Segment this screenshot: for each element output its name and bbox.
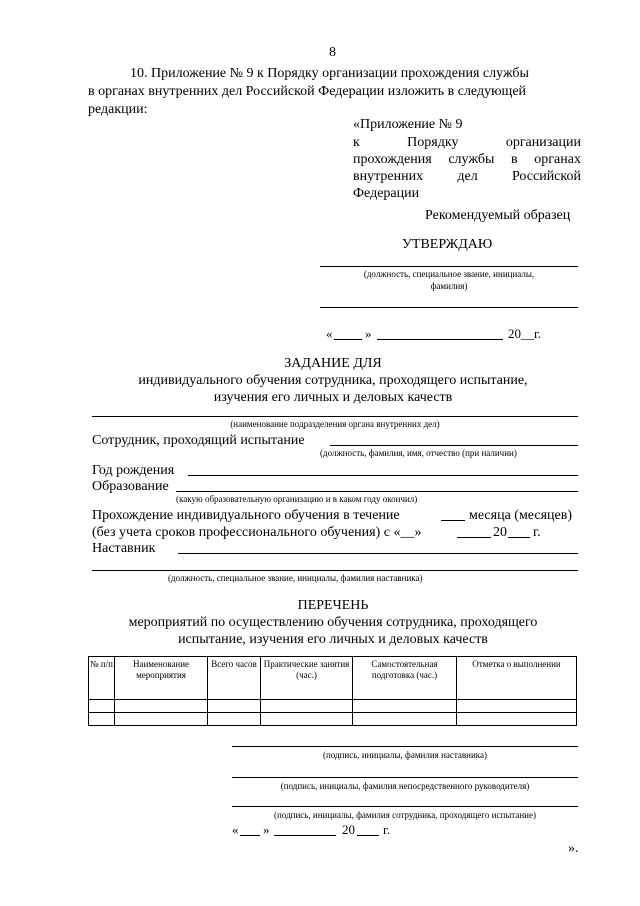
appendix-ref-word: органах <box>534 152 581 167</box>
signature-date-year-line[interactable] <box>357 835 379 836</box>
mentor-line-2[interactable] <box>92 570 578 571</box>
table-cell[interactable] <box>208 713 261 726</box>
approve-date-day-line[interactable] <box>334 339 362 340</box>
approve-date-month-line[interactable] <box>377 339 503 340</box>
employee-label: Сотрудник, проходящий испытание <box>92 433 305 448</box>
table-header-cell: Всего часов <box>208 657 261 700</box>
signature-date-day-line[interactable] <box>240 835 260 836</box>
appendix-ref-word: в <box>511 152 518 167</box>
mentor-label: Наставник <box>92 541 156 556</box>
signature-mentor-line[interactable] <box>232 746 578 747</box>
approve-caption-2: фамилия) <box>430 281 468 291</box>
table-header-cell: № п/п <box>89 657 115 700</box>
training-date-year-line[interactable] <box>508 537 530 538</box>
employee-caption: (должность, фамилия, имя, отчество (при наличии) <box>320 448 517 458</box>
task-subtitle-1: индивидуального обучения сотрудника, проходящего испытание, <box>138 373 528 388</box>
birth-year-label: Год рождения <box>92 463 175 478</box>
approve-line-2 <box>320 307 578 308</box>
appendix-ref-word: Порядку <box>407 135 459 150</box>
table-cell[interactable] <box>353 713 457 726</box>
approve-date-close-quote: » <box>365 326 372 341</box>
signature-date-open-quote: « <box>232 822 239 837</box>
table-cell[interactable] <box>261 713 353 726</box>
table-cell[interactable] <box>115 700 208 713</box>
approve-caption-1: (должность, специальное звание, инициалы, <box>363 269 535 279</box>
signature-employee-caption: (подпись, инициалы, фамилия сотрудника, проходящего испытание) <box>274 810 536 820</box>
page-number: 8 <box>329 45 336 60</box>
signature-manager-line[interactable] <box>232 777 578 778</box>
table-cell[interactable] <box>457 713 577 726</box>
paragraph-line-1: 10. Приложение № 9 к Порядку организации прохождения службы <box>130 66 529 81</box>
table-cell[interactable] <box>261 700 353 713</box>
approve-date-year: 20__г. <box>508 326 542 341</box>
signature-mentor-caption: (подпись, инициалы, фамилия наставника) <box>322 750 488 760</box>
task-title: ЗАДАНИЕ ДЛЯ <box>284 356 382 371</box>
approve-title: УТВЕРЖДАЮ <box>402 237 493 252</box>
table-cell[interactable] <box>115 713 208 726</box>
table-cell[interactable] <box>208 700 261 713</box>
training-line-1-right: месяца (месяцев) <box>469 508 572 523</box>
signature-employee-line[interactable] <box>232 806 578 807</box>
unit-name-line[interactable] <box>92 416 578 417</box>
table-header-cell: Самостоятельная подготовка (час.) <box>353 657 457 700</box>
table-row <box>89 700 577 713</box>
recommended-sample-label: Рекомендуемый образец <box>425 208 571 223</box>
approve-line-1 <box>320 266 578 267</box>
signature-date-year: 20 <box>342 822 355 837</box>
task-subtitle-2: изучения его личных и деловых качеств <box>213 390 453 405</box>
education-label: Образование <box>92 479 169 494</box>
birth-year-line[interactable] <box>188 475 578 476</box>
list-subtitle-1: мероприятий по осуществлению обучения сотрудника, проходящего <box>128 615 538 630</box>
table-header-cell: Практические занятия (час.) <box>261 657 353 700</box>
appendix-ref-line-3 <box>353 151 581 168</box>
list-title: ПЕРЕЧЕНЬ <box>297 598 369 613</box>
employee-line[interactable] <box>330 445 578 446</box>
table-header-row <box>89 657 577 700</box>
training-date-month-line[interactable] <box>457 537 491 538</box>
signature-date-year-suffix: г. <box>383 822 391 837</box>
table-header-cell: Отметка о выполнении <box>457 657 577 700</box>
training-line-1-left: Прохождение индивидуального обучения в течение <box>92 508 400 523</box>
appendix-ref-word: внутренних <box>353 169 424 184</box>
table-cell[interactable] <box>457 700 577 713</box>
appendix-ref-word: организации <box>505 135 581 150</box>
mentor-line[interactable] <box>178 553 578 554</box>
list-subtitle-2: испытание, изучения его личных и деловых качеств <box>178 632 488 647</box>
education-caption: (какую образовательную организацию и в каком году окончил) <box>176 494 418 504</box>
appendix-ref-word: к <box>353 135 360 150</box>
appendix-ref-line-4 <box>353 168 581 185</box>
training-date-year-suffix: г. <box>533 525 541 540</box>
training-date-year: 20 <box>493 525 507 540</box>
approve-date-open-quote: « <box>326 326 333 341</box>
signature-date-month-line[interactable] <box>274 835 336 836</box>
table-row <box>89 713 577 726</box>
table-header-cell: Наименование мероприятия <box>115 657 208 700</box>
appendix-ref-line-2 <box>353 134 581 151</box>
table-cell[interactable] <box>89 713 115 726</box>
activities-table <box>88 656 577 726</box>
paragraph-line-3: редакции: <box>88 102 148 117</box>
appendix-ref-line-5: Федерации <box>353 186 420 201</box>
appendix-ref-word: прохождения <box>353 152 432 167</box>
unit-name-caption: (наименование подразделения органа внутренних дел) <box>230 419 440 429</box>
table-cell[interactable] <box>353 700 457 713</box>
appendix-ref-word: дел <box>457 169 478 184</box>
mentor-caption: (должность, специальное звание, инициалы, фамилия наставника) <box>168 573 423 583</box>
appendix-ref-word: службы <box>448 152 495 167</box>
closing-quote: ». <box>568 841 579 856</box>
education-line[interactable] <box>176 491 578 492</box>
signature-manager-caption: (подпись, инициалы, фамилия непосредственного руководителя) <box>280 781 530 791</box>
appendix-ref-word: Российской <box>511 169 581 184</box>
paragraph-line-2: в органах внутренних дел Российской Федерации изложить в следующей <box>88 84 527 99</box>
table-cell[interactable] <box>89 700 115 713</box>
signature-date-close-quote: » <box>263 822 270 837</box>
appendix-ref-line-1: «Приложение № 9 <box>353 117 463 132</box>
training-line-2-left: (без учета сроков профессионального обучения) с «__» <box>92 525 422 540</box>
training-months-line[interactable] <box>441 520 465 521</box>
